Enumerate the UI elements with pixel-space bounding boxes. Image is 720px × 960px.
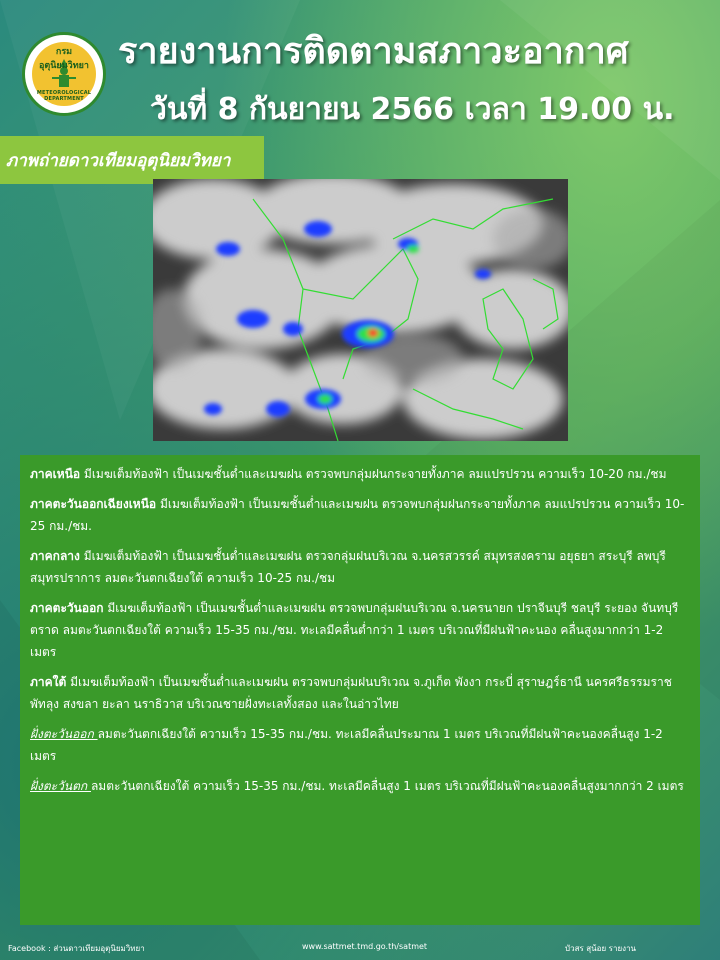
region-text: มีเมฆเต็มท้องฟ้า เป็นเมฆชั้นต่ำและเมฆฝน ตรวจพบกลุ่มฝนบริเวณ จ.นครนายก ปราจีนบุรี ชลบุรี ระยอง จันทบุรี ตราด ลมตะวันตกเฉียงใต้ ความเร็ว 15-35 กม./ชม. ทะเลมีคลื่นต่ำกว่า 1 เมตร บริเวณที่มีฝนฟ้าคะนอง คลื่นสูงมากกว่า 1-2 เมตร — [30, 601, 679, 659]
region-name: ภาคตะวันออก — [30, 601, 104, 615]
report-title: รายงานการติดตามสภาวะอากาศ — [118, 31, 629, 72]
coast-name: ฝั่งตะวันออก — [30, 727, 98, 741]
region-south — [30, 671, 690, 715]
logo-emblem — [32, 42, 96, 106]
region-text: มีเมฆเต็มท้องฟ้า เป็นเมฆชั้นต่ำและเมฆฝน ตรวจพบกลุ่มฝนบริเวณ จ.ภูเก็ต พังงา กระบี่ สุราษฎร์ธานี นครศรีธรรมราช พัทลุง สงขลา ยะลา นราธิวาส บริเวณชายฝั่งทะเลทั้งสอง และในอ่าวไทย — [30, 675, 672, 711]
region-central — [30, 545, 690, 589]
region-east — [30, 597, 690, 663]
report-date: วันที่ 8 กันยายน 2566 เวลา 19.00 น. — [150, 92, 675, 127]
weather-report-panel — [20, 455, 700, 925]
region-text: มีเมฆเต็มท้องฟ้า เป็นเมฆชั้นต่ำและเมฆฝน ตรวจพบกลุ่มฝนกระจายทั้งภาค ลมแปรปรวน ความเร็ว 10-20 กม./ชม — [80, 467, 667, 481]
logo-top-text: กรมอุตุนิยมวิทยา — [39, 47, 89, 71]
footer-facebook: Facebook : ส่วนดาวเทียมอุตุนิยมวิทยา — [8, 944, 145, 953]
coast-text: ลมตะวันตกเฉียงใต้ ความเร็ว 15-35 กม./ชม. ทะเลมีคลื่นสูง 1 เมตร บริเวณที่มีฝนฟ้าคะนองคลื่นสูงมากกว่า 2 เมตร — [90, 779, 684, 793]
region-north — [30, 463, 690, 485]
region-name: ภาคเหนือ — [30, 467, 81, 481]
satellite-section-label: ภาพถ่ายดาวเทียมอุตุนิยมวิทยา — [0, 136, 264, 184]
logo-bottom-text: METEOROLOGICAL DEPARTMENT — [36, 90, 92, 102]
coast-text: ลมตะวันตกเฉียงใต้ ความเร็ว 15-35 กม./ชม. ทะเลมีคลื่นประมาณ 1 เมตร บริเวณที่มีฝนฟ้าคะนองคลื่นสูง 1-2 เมตร — [30, 727, 663, 763]
coast-east — [30, 723, 690, 767]
region-name: ภาคกลาง — [30, 549, 80, 563]
footer-website[interactable]: www.sattmet.tmd.go.th/satmet — [302, 942, 428, 951]
satellite-image — [153, 179, 568, 441]
region-name: ภาคใต้ — [30, 675, 67, 689]
region-northeast — [30, 493, 690, 537]
tmd-logo — [22, 32, 106, 116]
region-text: มีเมฆเต็มท้องฟ้า เป็นเมฆชั้นต่ำและเมฆฝน ตรวจพบกลุ่มฝนกระจายทั้งภาค ลมแปรปรวน ความเร็ว 10-25 กม./ชม. — [30, 497, 685, 533]
region-name: ภาคตะวันออกเฉียงเหนือ — [30, 497, 157, 511]
footer-reporter: บัวสร สุน้อย รายงาน — [565, 944, 637, 953]
coast-name: ฝั่งตะวันตก — [30, 779, 91, 793]
region-text: มีเมฆเต็มท้องฟ้า เป็นเมฆชั้นต่ำและเมฆฝน ตรวจกลุ่มฝนบริเวณ จ.นครสวรรค์ สมุทรสงคราม อยุธยา สระบุรี ลพบุรี สมุทรปราการ ลมตะวันตกเฉียงใต้ ความเร็ว 10-25 กม./ชม — [30, 549, 666, 585]
coast-west — [30, 775, 690, 797]
